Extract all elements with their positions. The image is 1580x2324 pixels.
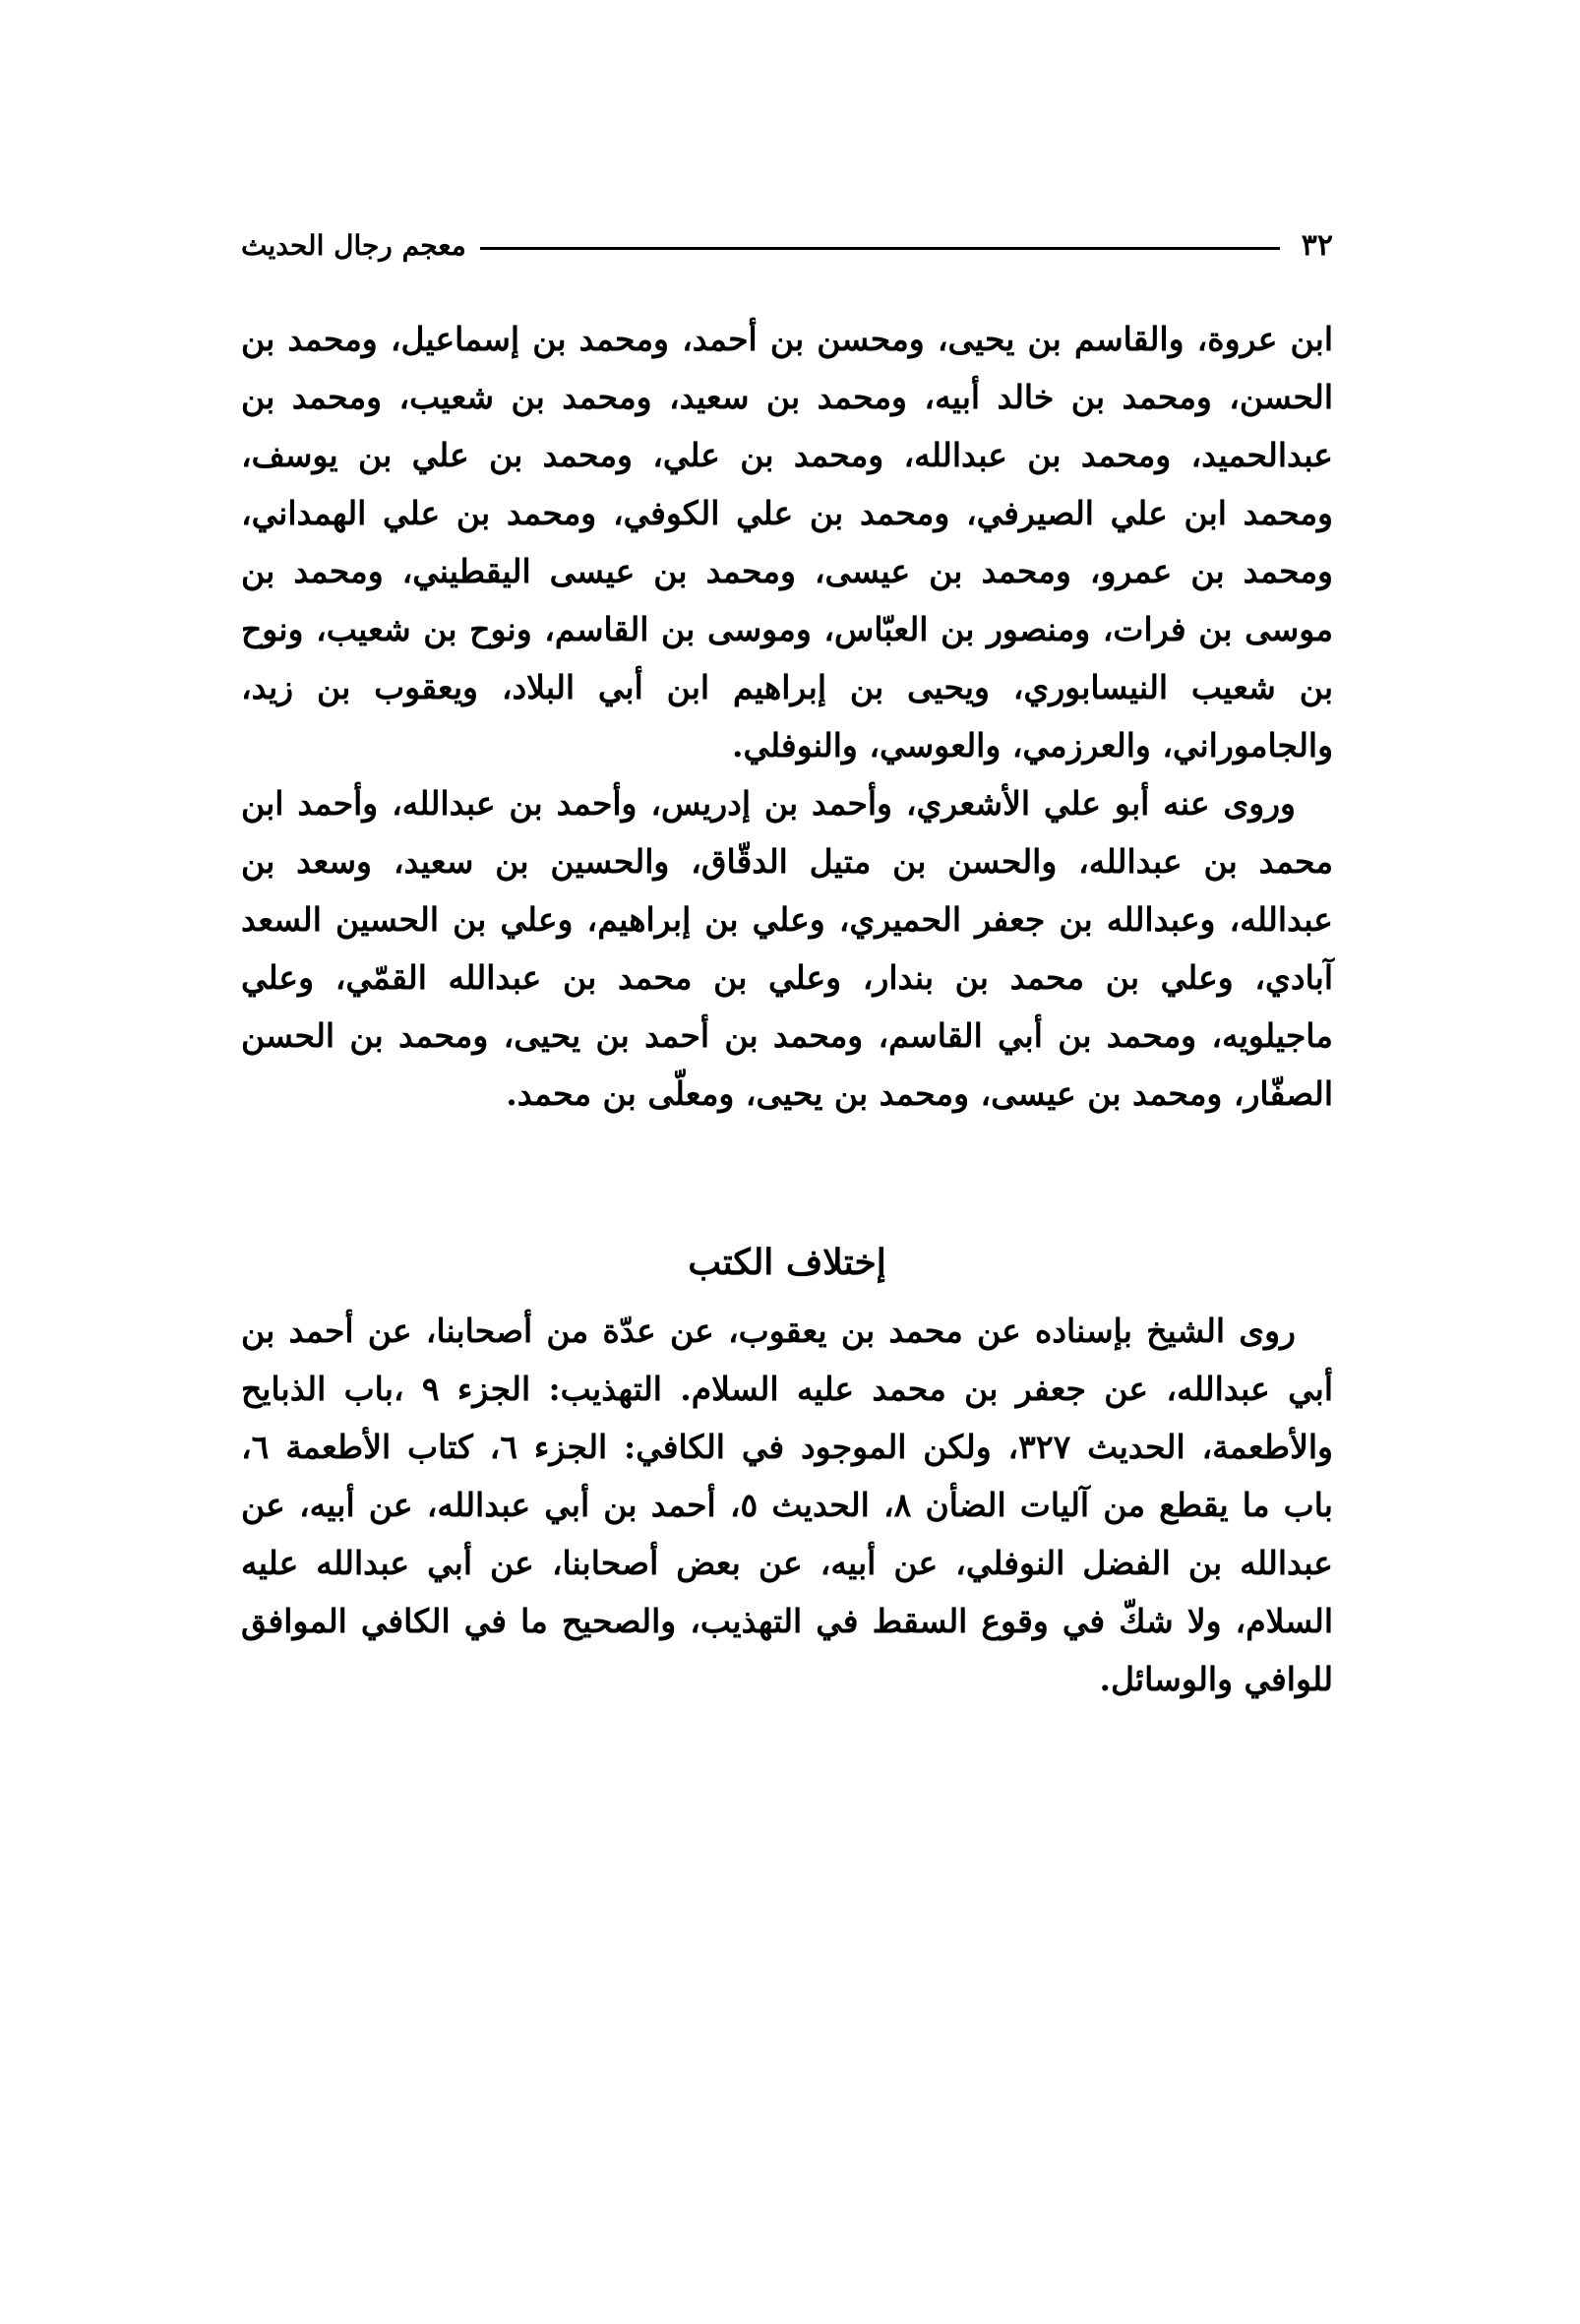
book-title: معجم رجال الحديث bbox=[241, 229, 466, 262]
section-title: إختلاف الكتب bbox=[688, 1242, 886, 1283]
paragraph-narrators: وروى عنه أبو علي الأشعري، وأحمد بن إدريس، وأحمد بن عبدالله، وأحمد ابن محمد بن عبدالله، والحسن بن متيل الدقّاق، والحسين بن سعيد، وسعد بن عبدالله، وعبدالله بن جعفر الحميري، وعلي بن إبراهيم، وعلي بن الحسين السعد آبادي، وعلي بن محمد بن بندار، وعلي بن محمد بن عبدالله القمّي، وعلي ماجيلويه، ومحمد بن أبي القاسم، ومحمد بن أحمد بن يحيى، ومحمد بن الحسن الصفّار، ومحمد بن عيسى، ومحمد بن يحيى، ومعلّى بن محمد. bbox=[241, 784, 1333, 1113]
paragraph-narrated-from: ابن عروة، والقاسم بن يحيى، ومحسن بن أحمد، ومحمد بن إسماعيل، ومحمد بن الحسن، ومحمد بن خالد أبيه، ومحمد بن سعيد، ومحمد بن شعيب، ومحمد بن عبدالحميد، ومحمد بن عبدالله، ومحمد بن علي، ومحمد بن علي بن يوسف، ومحمد ابن علي الصيرفي، ومحمد بن علي الكوفي، ومحمد بن علي الهمداني، ومحمد بن عمرو، ومحمد بن عيسى، ومحمد بن عيسى اليقطيني، ومحمد بن موسى بن فرات، ومنصور بن العبّاس، وموسى بن القاسم، ونوح بن شعيب، ونوح بن شعيب النيسابوري، ويحيى بن إبراهيم ابن أبي البلاد، ويعقوب بن زيد، والجاموراني، والعرزمي، والعوسي، والنوفلي. bbox=[241, 320, 1333, 764]
header-rule bbox=[480, 247, 1280, 250]
running-header bbox=[241, 221, 1333, 271]
book-page bbox=[241, 221, 1333, 1708]
paragraph-discrepancy: روى الشيخ بإسناده عن محمد بن يعقوب، عن عدّة من أصحابنا، عن أحمد بن أبي عبدالله، عن جعفر بن محمد عليه السلام. التهذيب: الجزء ٩ ،باب الذبايح والأطعمة، الحديث ٣٢٧، ولكن الموجود في الكافي: الجزء ٦، كتاب الأطعمة ٦، باب ما يقطع من آليات الضأن ٨، الحديث ٥، أحمد بن أبي عبدالله، عن أبيه، عن عبدالله بن الفضل النوفلي، عن أبيه، عن بعض أصحابنا، عن أبي عبدالله عليه السلام، ولا شكّ في وقوع السقط في التهذيب، والصحيح ما في الكافي الموافق للوافي والوسائل. bbox=[241, 1312, 1333, 1698]
page-number: ٣٢ bbox=[1301, 228, 1333, 263]
main-text bbox=[241, 310, 1333, 1708]
